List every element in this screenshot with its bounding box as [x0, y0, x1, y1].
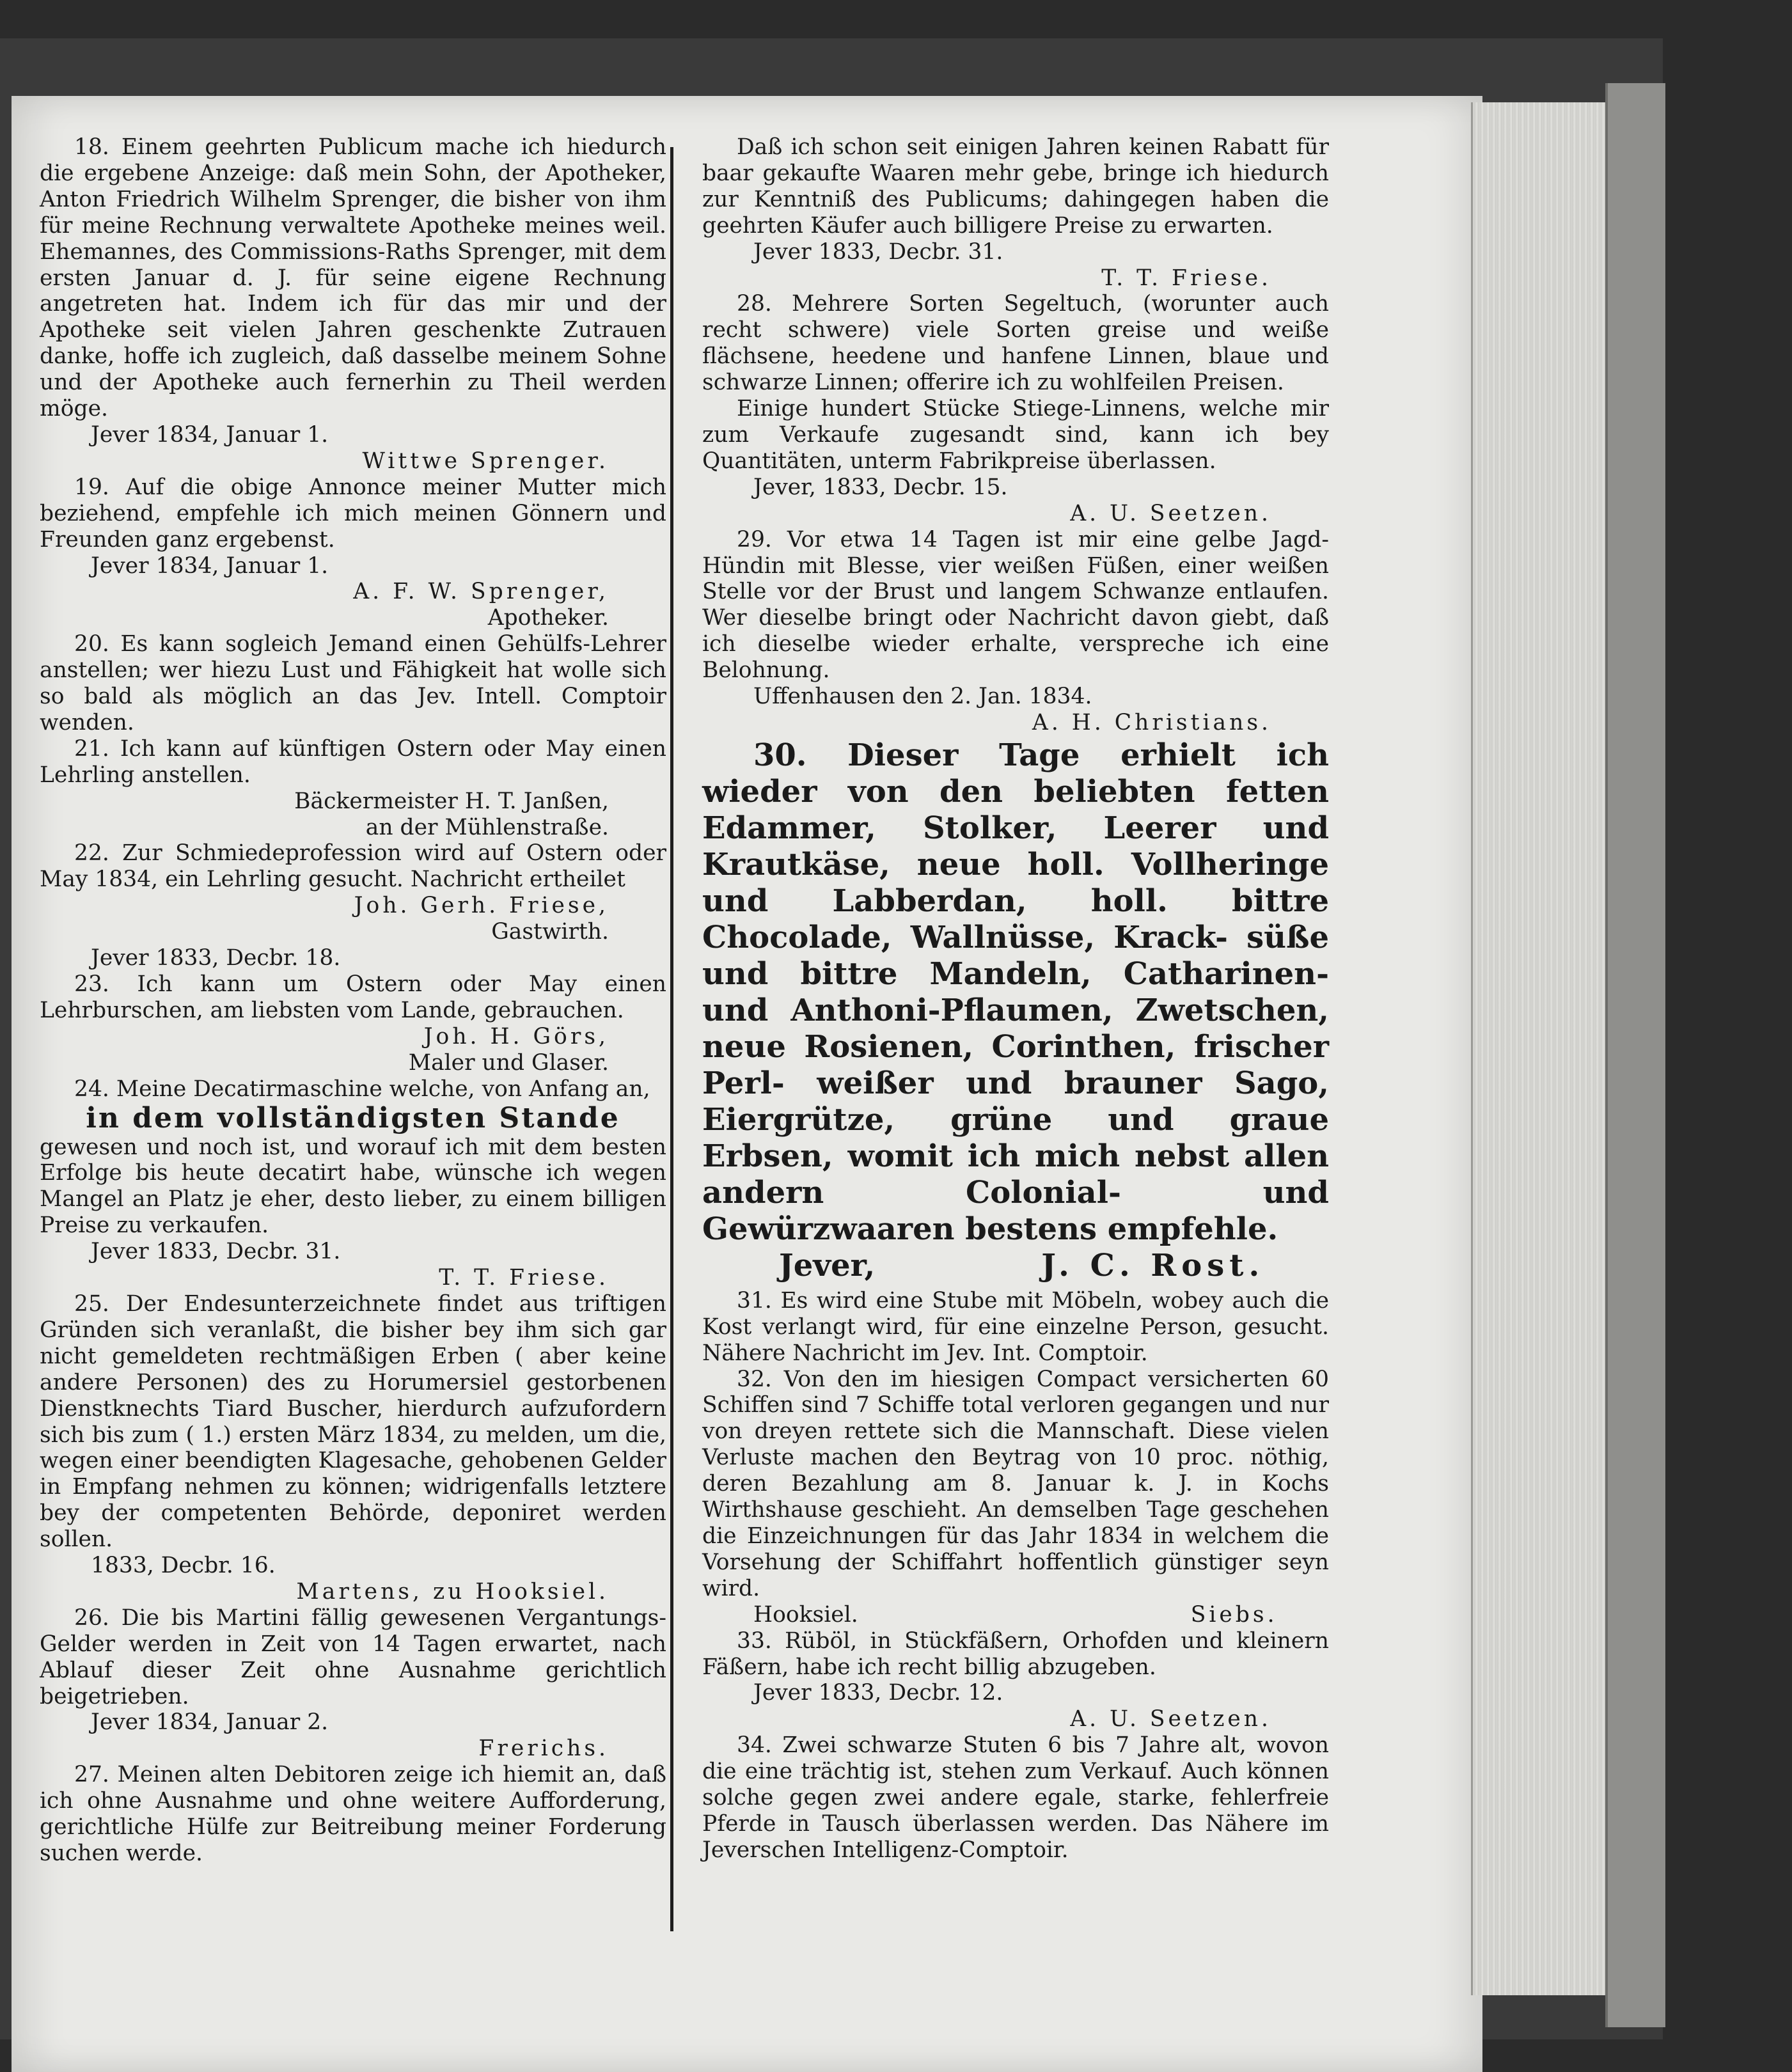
advert-text: 21. Ich kann auf künftigen Ostern oder May einen Lehrling anstellen. [40, 735, 666, 788]
advert-date: Jever 1834, Januar 1. [91, 553, 329, 579]
advert-text: 26. Die bis Martini fällig gewesenen Vergantungs-Gelder werden in Zeit von 14 Tagen erwartet, nach Ablauf dieser Zeit ohne Ausnahme gerichtlich beigetrieben. [40, 1605, 666, 1709]
advert-signature: Frerichs. [478, 1736, 609, 1762]
advert-34 [702, 1732, 1329, 1864]
advert-date: Jever 1833, Decbr. 31. [753, 239, 1003, 265]
advert-signature: A. H. Christians. [1032, 709, 1271, 735]
advert-text-2: Einige hundert Stücke Stiege-Linnens, welche mir zum Verkaufe zugesandt sind, kann ich bey Quantitäten, unterm Fabrikpreise überlassen. [702, 396, 1329, 474]
advert-signature: A. F. W. Sprenger, [353, 579, 609, 605]
advert-date: Jever 1833, Decbr. 12. [753, 1680, 1003, 1706]
advert-signature: T. T. Friese. [439, 1265, 609, 1291]
advert-signature: Siebs. [1190, 1601, 1278, 1628]
book-cover-edge [1605, 83, 1665, 2027]
advert-30 [702, 737, 1329, 1284]
advert-27 [40, 1762, 666, 1867]
advert-signature-role: Apotheker. [487, 605, 609, 631]
advert-23 [40, 971, 666, 1076]
advert-signature: Joh. Gerh. Friese, [354, 893, 609, 919]
advert-text: gewesen und noch ist, und worauf ich mit dem besten Erfolge bis heute decatirt habe, wünsche ich wegen Mangel an Platz je eher, desto lieber, zu einem billigen Preise zu verkaufen. [40, 1134, 666, 1239]
advert-27-continued [702, 134, 1329, 291]
advert-signature-line [702, 1248, 1329, 1284]
advert-text: 29. Vor etwa 14 Tagen ist mir eine gelbe Jagd-Hündin mit Blesse, vier weißen Füßen, einer weißen Stelle vor der Brust und langem Schwanze entlaufen. Wer dieselbe bringt oder Nachricht davon giebt, daß ich dieselbe wieder erhalte, verspreche ich eine Belohnung. [702, 526, 1329, 684]
advert-place: Jever, [779, 1247, 876, 1283]
advert-signature: A. U. Seetzen. [1070, 1706, 1271, 1732]
advert-22 [40, 840, 666, 971]
advert-32 [702, 1367, 1329, 1628]
advert-20 [40, 631, 666, 736]
advert-text: Daß ich schon seit einigen Jahren keinen Rabatt für baar gekaufte Waaren mehr gebe, bringe ich hiedurch zur Kenntniß des Publicums; dahingegen haben die geehrten Käufer auch billigere Preise zu erwarten. [702, 134, 1329, 239]
column-divider [670, 147, 673, 1931]
advert-text: 31. Es wird eine Stube mit Möbeln, wobey auch die Kost verlangt wird, für eine einzelne Person, gesucht. Nähere Nachricht im Jev. Int. Comptoir. [702, 1287, 1329, 1366]
advert-date: Jever 1833, Decbr. 31. [91, 1239, 341, 1265]
advert-28 [702, 291, 1329, 526]
page-edges [1471, 102, 1607, 1995]
left-column [40, 134, 666, 1867]
advert-signature: Martens, zu Hooksiel. [296, 1578, 609, 1605]
advert-signature-role: Gastwirth. [491, 919, 609, 945]
advert-signature: J. C. Rost. [1041, 1247, 1265, 1283]
advert-21 [40, 736, 666, 841]
advert-signature: T. T. Friese. [1101, 265, 1271, 291]
advert-intro: 24. Meine Decatirmaschine welche, von Anfang an, [74, 1076, 650, 1102]
advert-date: Jever 1834, Januar 1. [91, 421, 329, 448]
advert-text: 28. Mehrere Sorten Segeltuch, (worunter auch recht schwere) viele Sorten greise und weiße flächsene, heedene und hanfene Linnen, blaue und schwarze Linnen; offerire ich zu wohlfeilen Preisen. [702, 291, 1329, 396]
advert-text: 23. Ich kann um Ostern oder May einen Lehrburschen, am liebsten vom Lande, gebrauchen. [40, 971, 666, 1023]
advert-date: Jever 1834, Januar 2. [91, 1709, 329, 1736]
advert-date: Uffenhausen den 2. Jan. 1834. [753, 684, 1092, 710]
advert-33 [702, 1628, 1329, 1733]
advert-text: 33. Rüböl, in Stückfäßern, Orhofden und kleinern Fäßern, habe ich recht billig abzugeben. [702, 1628, 1329, 1680]
advert-text: 22. Zur Schmiedeprofession wird auf Ostern oder May 1834, ein Lehrling gesucht. Nachricht ertheilet [40, 840, 666, 893]
advert-26 [40, 1605, 666, 1762]
advert-place: Hooksiel. [753, 1601, 858, 1628]
advert-date: Jever, 1833, Decbr. 15. [753, 474, 1008, 500]
advert-text: 19. Auf die obige Annonce meiner Mutter mich beziehend, empfehle ich mich meinen Gönnern und Freunden ganz ergebenst. [40, 474, 666, 553]
advert-date: Jever 1833, Decbr. 18. [91, 945, 341, 971]
advert-text: 18. Einem geehrten Publicum mache ich hiedurch die ergebene Anzeige: daß mein Sohn, der Apotheker, Anton Friedrich Wilhelm Sprenger, die bisher von ihm für meine Rechnung verwaltete Apotheke meines weil. Ehemannes, des Commissions-Raths Sprenger, mit dem ersten Januar d. J. für seine eigene Rechnung angetreten hat. Indem ich für das mir und der Apotheke seit vielen Jahren geschenkte Zutrauen danke, hoffe ich zugleich, daß dasselbe meinem Sohne und der Apotheke auch fernerhin zu Theil werden möge. [40, 134, 666, 422]
advert-headline: in dem vollständigsten Stande [86, 1101, 620, 1134]
advert-text: 20. Es kann sogleich Jemand einen Gehülfs-Lehrer anstellen; wer hiezu Lust und Fähigkeit hat wolle sich so bald als möglich an das Jev. Intell. Comptoir wenden. [40, 631, 666, 735]
advert-text: 27. Meinen alten Debitoren zeige ich hiemit an, daß ich ohne Ausnahme und ohne weitere Aufforderung, gerichtliche Hülfe zur Beitreibung meiner Forderung suchen werde. [40, 1762, 666, 1866]
advert-31 [702, 1288, 1329, 1367]
advert-24 [40, 1076, 666, 1291]
advert-19 [40, 475, 666, 631]
advert-signature: A. U. Seetzen. [1070, 500, 1271, 526]
advert-date: 1833, Decbr. 16. [91, 1553, 276, 1579]
advert-text: 25. Der Endesunterzeichnete findet aus triftigen Gründen sich veranlaßt, die bisher bey ihm sich gar nicht gemeldeten rechtmäßigen Erben ( aber keine andere Personen) des zu Horumersiel gestorbenen Dienstknechts Tiard Buscher, hierdurch aufzufordern sich bis zum ( 1.) ersten März 1834, zu melden, um die, wegen einer beendigten Klagesache, gehobenen Gelder in Empfang nehmen zu können; widrigenfalls letztere bey der competenten Behörde, deponiret werden sollen. [40, 1291, 666, 1553]
advert-signature-place: an der Mühlenstraße. [365, 814, 609, 840]
advert-18 [40, 134, 666, 475]
advert-signature: Joh. H. Görs, [423, 1023, 609, 1049]
advert-25 [40, 1291, 666, 1605]
advert-footer [702, 1602, 1329, 1628]
right-column [702, 134, 1329, 1864]
advert-29 [702, 527, 1329, 736]
advert-text: 32. Von den im hiesigen Compact versicherten 60 Schiffen sind 7 Schiffe total verloren gegangen und nur von dreyen rettete sich die Mannschaft. Diese vielen Verluste machen den Beytrag von 10 proc. nöthig, deren Bezahlung am 8. Januar k. J. in Kochs Wirthshause geschieht. An demselben Tage geschehen die Einzeichnungen für das Jahr 1834 in welchem die Vorsehung der Schiffahrt hoffentlich günstiger seyn wird. [702, 1366, 1329, 1601]
advert-signature: Wittwe Sprenger. [362, 448, 609, 474]
advert-signature: Bäckermeister H. T. Janßen, [294, 788, 609, 814]
advert-text: 30. Dieser Tage erhielt ich wieder von den beliebten fetten Edammer, Stolker, Leerer und Krautkäse, neue holl. Vollheringe und Labberdan, holl. bittre Chocolade, Wallnüsse, Krack- süße und bittre Mandeln, Catharinen- und Anthoni-Pflaumen, Zwetschen, neue Rosienen, Corinthen, frischer Perl- weißer und brauner Sago, Eiergrütze, grüne und graue Erbsen, womit ich mich nebst allen andern Colonial- und Gewürzwaaren bestens empfehle. [702, 737, 1329, 1247]
advert-text: 34. Zwei schwarze Stuten 6 bis 7 Jahre alt, wovon die eine trächtig ist, stehen zum Verkauf. Auch können solche gegen zwei andere egale, starke, fehlerfreie Pferde in Tausch überlassen werden. Das Nähere im Jeverschen Intelligenz-Comptoir. [702, 1732, 1329, 1863]
advert-signature-role: Maler und Glaser. [408, 1049, 609, 1076]
